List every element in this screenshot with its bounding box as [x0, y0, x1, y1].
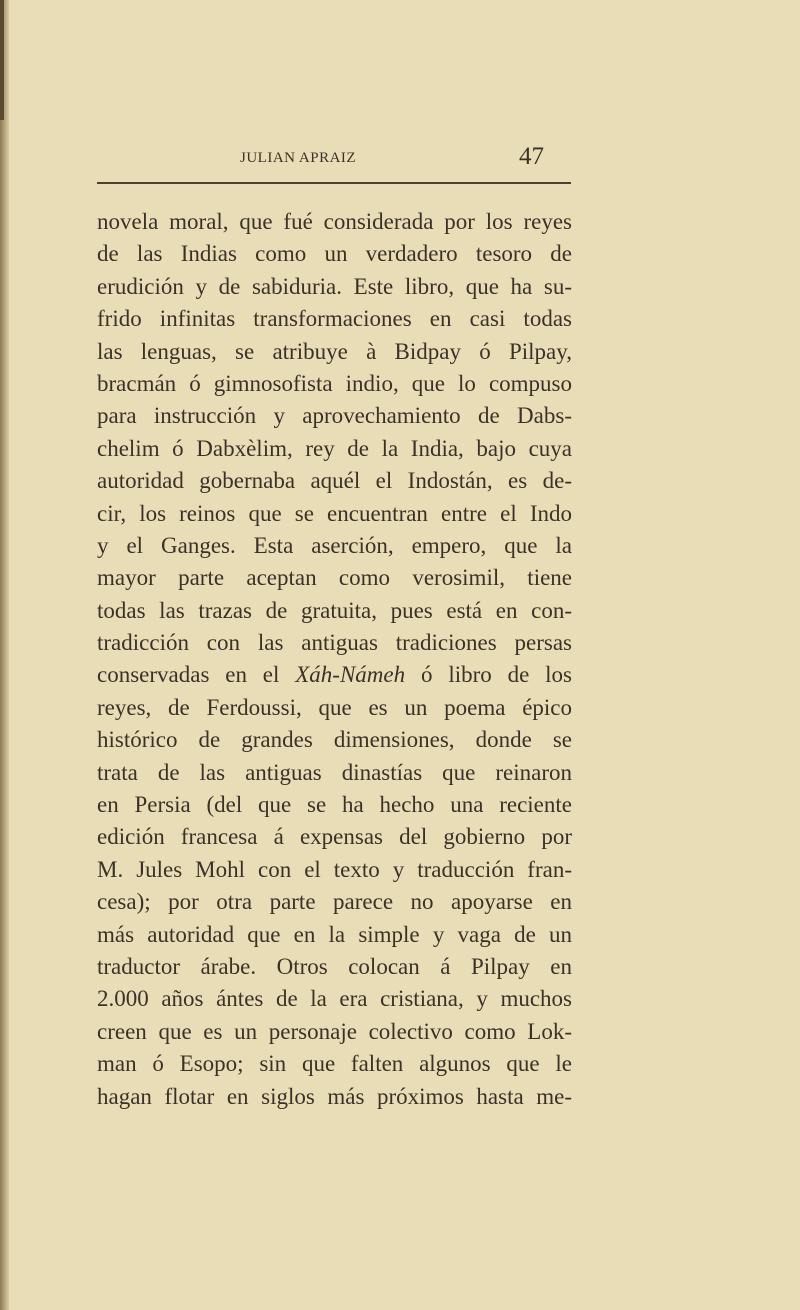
text-segment: mayor parte aceptan como verosimil, tiene: [97, 565, 572, 591]
text-line-content: [97, 565, 572, 590]
text-segment: novela moral, que fué considerada por los reyes: [97, 209, 572, 234]
text-line: [97, 595, 572, 627]
text-line-content: [97, 986, 572, 1011]
header-rule: [97, 182, 571, 184]
text-line: [97, 951, 572, 983]
text-segment: para instrucción y aprovechamiento de Dabs-: [97, 403, 572, 429]
text-segment: 2.000 años ántes de la era cristiana, y muchos: [97, 986, 572, 1012]
text-line: [97, 433, 572, 465]
text-segment: M. Jules Mohl con el texto y traducción fran-: [97, 856, 572, 882]
text-line-content: [97, 274, 572, 299]
text-line: [97, 368, 572, 400]
text-line-content: [97, 922, 572, 947]
text-line: [97, 789, 572, 821]
text-line-content: [97, 954, 572, 979]
page-number: 47: [519, 143, 544, 170]
text-line-content: [97, 760, 572, 785]
text-line: [97, 303, 572, 335]
text-line-content: [97, 857, 572, 882]
text-segment: traductor árabe. Otros colocan á Pilpay en: [97, 953, 572, 979]
page-binding-edge: [0, 0, 9, 1310]
text-line-content: [97, 241, 572, 266]
text-line-content: [97, 727, 572, 752]
text-line-content: [97, 598, 572, 623]
text-segment: hagan flotar en siglos más próximos hasta me-: [97, 1083, 572, 1109]
text-line: [97, 724, 572, 756]
text-line: [97, 757, 572, 789]
text-line: [97, 659, 572, 691]
text-line-content: [97, 533, 572, 558]
text-segment: cesa); por otra parte parece no apoyarse en: [97, 889, 572, 915]
running-title: JULIAN APRAIZ: [240, 150, 357, 166]
text-segment: cir, los reinos que se encuentran entre el Indo: [97, 500, 572, 526]
text-line-content: [97, 371, 572, 396]
page-binding-shadow: [0, 0, 4, 120]
text-segment: reyes, de Ferdoussi, que es un poema épico: [97, 694, 572, 720]
text-line-content: [97, 501, 572, 526]
text-line-content: [97, 824, 572, 849]
text-line-content: [97, 1019, 572, 1044]
text-line-content: [97, 662, 572, 687]
text-segment: chelim ó Dabxèlim, rey de la India, bajo cuya: [97, 435, 572, 461]
text-line-content: [97, 468, 572, 493]
text-line: [97, 854, 572, 886]
text-line: [97, 1048, 572, 1080]
text-line-content: [97, 339, 572, 364]
text-line-content: [97, 889, 572, 914]
text-segment: conservadas en el: [97, 662, 296, 688]
text-line: [97, 692, 572, 724]
text-segment: histórico de grandes dimensiones, donde se: [97, 727, 572, 753]
text-segment: autoridad gobernaba aquél el Indostán, es de-: [97, 468, 572, 494]
text-line: [97, 562, 572, 594]
text-segment: erudición y de sabiduria. Este libro, que ha su-: [97, 273, 572, 299]
text-line-content: [97, 436, 572, 461]
text-segment: de las Indias como un verdadero tesoro de: [97, 241, 572, 267]
text-segment: ó libro de los: [405, 662, 572, 688]
text-segment: todas las trazas de gratuita, pues está en con-: [97, 597, 572, 623]
text-line: [97, 983, 572, 1015]
text-line: [97, 336, 572, 368]
text-line: [97, 465, 572, 497]
text-segment: en Persia (del que se ha hecho una reciente: [97, 792, 572, 818]
text-segment: man ó Esopo; sin que falten algunos que le: [97, 1051, 572, 1077]
text-line-content: [97, 1051, 572, 1076]
text-segment: creen que es un personaje colectivo como Lok-: [97, 1018, 572, 1044]
text-line-content: [97, 695, 572, 720]
text-line: [97, 400, 572, 432]
text-line-content: [97, 630, 572, 655]
text-segment: las lenguas, se atribuye à Bidpay ó Pilpay,: [97, 338, 572, 364]
body-text: [97, 206, 572, 1113]
text-segment: trata de las antiguas dinastías que reinaron: [97, 759, 572, 785]
text-segment: edición francesa á expensas del gobierno por: [97, 824, 572, 850]
text-line: [97, 1081, 572, 1113]
text-line: [97, 271, 572, 303]
text-segment: frido infinitas transformaciones en casi todas: [97, 306, 572, 332]
text-line: [97, 530, 572, 562]
text-line: [97, 886, 572, 918]
text-line: [97, 238, 572, 270]
italic-title: Xáh-Námeh: [295, 662, 406, 688]
text-line-content: [97, 1084, 572, 1109]
text-segment: bracmán ó gimnosofista indio, que lo compuso: [97, 370, 572, 396]
text-line-content: [97, 403, 572, 428]
text-line: [97, 206, 572, 238]
text-line-content: [97, 209, 572, 234]
text-line: [97, 498, 572, 530]
text-segment: tradicción con las antiguas tradiciones persas: [97, 630, 572, 656]
text-line-content: [97, 306, 572, 331]
text-line: [97, 627, 572, 659]
text-line-content: [97, 792, 572, 817]
text-segment: y el Ganges. Esta aserción, empero, que la: [97, 532, 572, 558]
text-line: [97, 821, 572, 853]
text-line: [97, 919, 572, 951]
text-line: [97, 1016, 572, 1048]
text-segment: más autoridad que en la simple y vaga de un: [97, 921, 572, 947]
